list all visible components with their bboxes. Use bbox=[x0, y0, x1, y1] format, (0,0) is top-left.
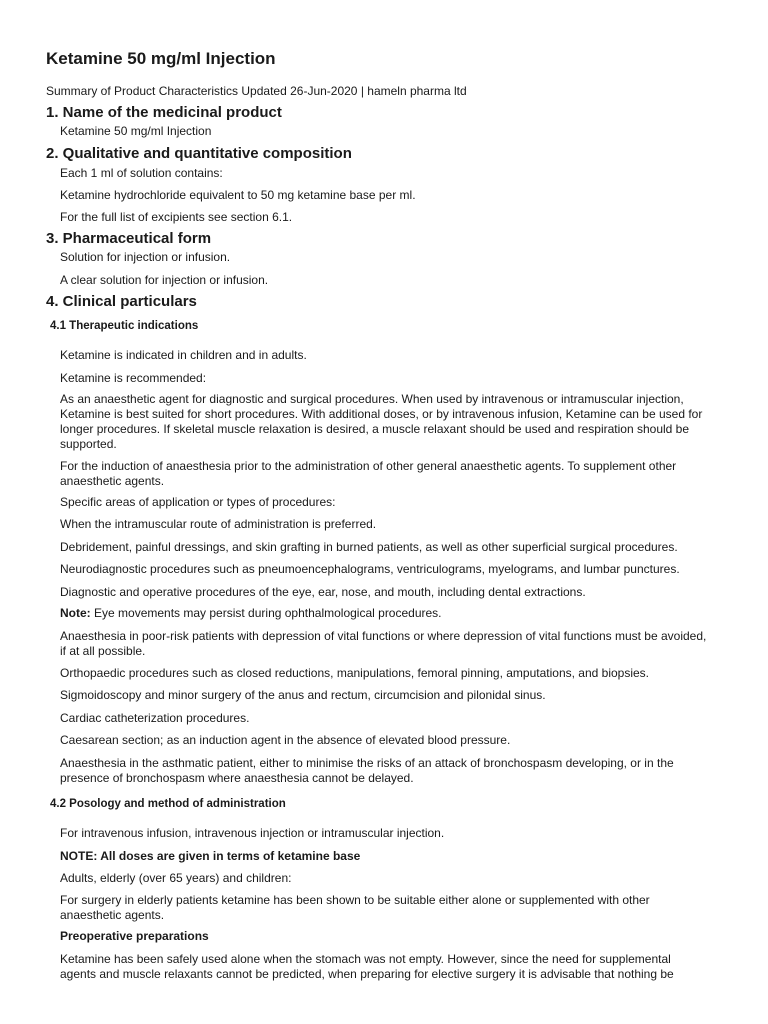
indication-paragraph: Debridement, painful dressings, and skin grafting in burned patients, as well as other superficial surgical procedures. bbox=[60, 540, 678, 554]
section-1-text: Ketamine 50 mg/ml Injection bbox=[60, 124, 212, 138]
indication-paragraph: As an anaesthetic agent for diagnostic and surgical procedures. When used by intravenous or intramuscular injection, Ketamine is best suited for short procedures. With additional doses, or by intravenous infusion, Ketamine can be used for longer procedures. If skeletal muscle relaxation is desired, a muscle relaxant should be used and respiration should be supported. bbox=[60, 392, 703, 451]
indication-paragraph: Cardiac catheterization procedures. bbox=[60, 711, 250, 725]
section-4-2-heading: 4.2 Posology and method of administration bbox=[50, 798, 286, 810]
note-text: Eye movements may persist during ophthalmological procedures. bbox=[90, 606, 442, 620]
indication-paragraph: Sigmoidoscopy and minor surgery of the anus and rectum, circumcision and pilonidal sinus. bbox=[60, 688, 546, 702]
indication-paragraph: When the intramuscular route of administration is preferred. bbox=[60, 517, 377, 531]
indication-paragraph: Diagnostic and operative procedures of the eye, ear, nose, and mouth, including dental extractions. bbox=[60, 585, 586, 599]
section-2-paragraph: For the full list of excipients see section 6.1. bbox=[60, 210, 293, 224]
section-1-heading: 1. Name of the medicinal product bbox=[46, 104, 282, 121]
indication-paragraph: For the induction of anaesthesia prior to the administration of other general anaesthetic agents. To supplement other anaesthetic agents. bbox=[60, 459, 677, 488]
section-2-paragraph: Each 1 ml of solution contains: bbox=[60, 166, 223, 180]
indication-note bbox=[60, 606, 710, 621]
indication-paragraph: Anaesthesia in poor-risk patients with depression of vital functions or where depression of vital functions must be avoided, if at all possible. bbox=[60, 629, 707, 658]
section-3-paragraph: A clear solution for injection or infusion. bbox=[60, 273, 269, 287]
section-3-paragraph: Solution for injection or infusion. bbox=[60, 250, 231, 264]
section-2-heading: 2. Qualitative and quantitative composition bbox=[46, 145, 352, 162]
section-4-1-heading: 4.1 Therapeutic indications bbox=[50, 320, 199, 332]
note-label: Note: bbox=[60, 606, 91, 620]
section-2-paragraph: Ketamine hydrochloride equivalent to 50 mg ketamine base per ml. bbox=[60, 188, 416, 202]
document-subtitle: Summary of Product Characteristics Updated 26-Jun-2020 | hameln pharma ltd bbox=[46, 84, 467, 98]
indication-paragraph: Neurodiagnostic procedures such as pneumoencephalograms, ventriculograms, myelograms, and lumbar punctures. bbox=[60, 562, 680, 576]
indication-paragraph: Ketamine is indicated in children and in adults. bbox=[60, 348, 307, 362]
section-3-heading: 3. Pharmaceutical form bbox=[46, 230, 212, 247]
posology-note: NOTE: All doses are given in terms of ketamine base bbox=[60, 849, 361, 863]
posology-paragraph: Ketamine has been safely used alone when the stomach was not empty. However, since the need for supplemental agents and muscle relaxants cannot be predicted, when preparing for elective surgery it is advisable that nothing be bbox=[60, 952, 674, 981]
indication-paragraph: Anaesthesia in the asthmatic patient, either to minimise the risks of an attack of bronchospasm developing, or in the presence of bronchospasm where anaesthesia cannot be delayed. bbox=[60, 756, 674, 785]
section-4-heading: 4. Clinical particulars bbox=[46, 293, 197, 310]
indication-paragraph: Caesarean section; as an induction agent in the absence of elevated blood pressure. bbox=[60, 733, 511, 747]
indication-paragraph: Orthopaedic procedures such as closed reductions, manipulations, femoral pinning, amputations, and biopsies. bbox=[60, 666, 650, 680]
indication-paragraph: Ketamine is recommended: bbox=[60, 371, 207, 385]
document-title: Ketamine 50 mg/ml Injection bbox=[46, 49, 276, 68]
posology-paragraph: Adults, elderly (over 65 years) and children: bbox=[60, 871, 292, 885]
indication-paragraph: Specific areas of application or types of procedures: bbox=[60, 495, 336, 509]
posology-paragraph: For intravenous infusion, intravenous injection or intramuscular injection. bbox=[60, 826, 445, 840]
posology-paragraph: For surgery in elderly patients ketamine has been shown to be suitable either alone or supplemented with other anaesthetic agents. bbox=[60, 893, 650, 922]
posology-subheading: Preoperative preparations bbox=[60, 929, 209, 943]
